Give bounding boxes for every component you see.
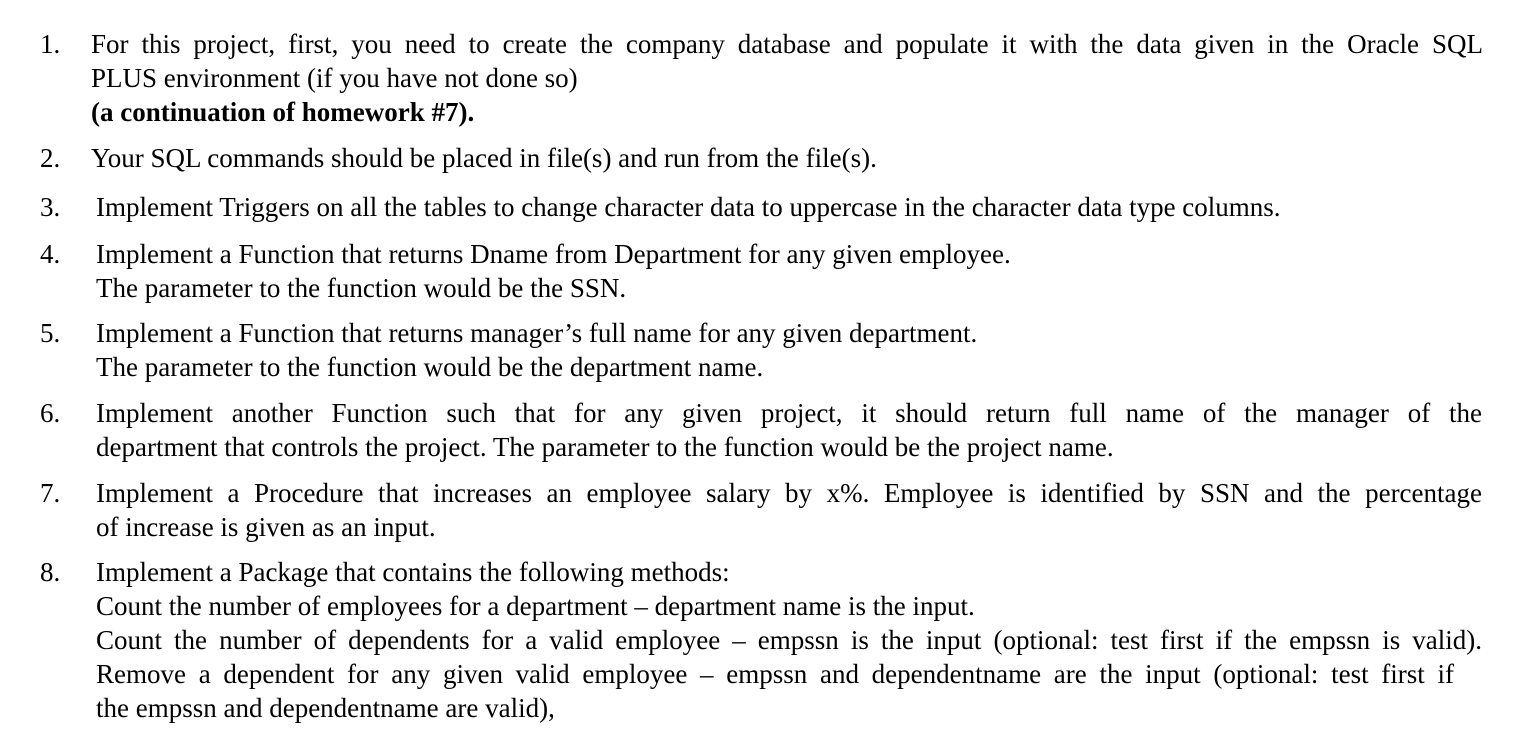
item-line: PLUS environment (if you have not done so)	[91, 63, 578, 93]
item-line: the empssn and dependentname are valid),	[96, 693, 555, 723]
item-text	[96, 555, 1482, 725]
item-text	[96, 237, 1011, 305]
item-text	[96, 190, 1281, 224]
item-line: For this project, first, you need to create the company database and populate it with the data given in the Oracle SQL	[91, 29, 1483, 59]
item-number: 1.	[40, 29, 61, 59]
item-text	[96, 396, 1482, 464]
item-line: Your SQL commands should be placed in file(s) and run from the file(s).	[91, 143, 877, 173]
item-number: 3.	[40, 192, 61, 222]
item-line: Implement Triggers on all the tables to change character data to uppercase in the character data type columns.	[96, 192, 1281, 222]
item-line: Implement a Package that contains the following methods:	[96, 557, 730, 587]
item-number: 4.	[40, 239, 61, 269]
item-line: The parameter to the function would be the department name.	[96, 352, 764, 382]
item-line: Implement a Procedure that increases an employee salary by x%. Employee is identified by SSN and the percentage	[96, 478, 1482, 508]
item-number: 8.	[40, 557, 61, 587]
item-number: 7.	[40, 478, 61, 508]
item-line: department that controls the project. The parameter to the function would be the project name.	[96, 432, 1114, 462]
item-line: The parameter to the function would be the SSN.	[96, 273, 627, 303]
item-text	[96, 476, 1482, 544]
item-line: Count the number of employees for a department – department name is the input.	[96, 591, 975, 621]
item-text	[91, 27, 1483, 129]
item-text	[96, 316, 977, 384]
item-text	[91, 141, 877, 175]
item-line: Count the number of dependents for a valid employee – empssn is the input (optional: test first if the empssn is valid).	[96, 625, 1482, 655]
item-bold-note: (a continuation of homework #7).	[91, 97, 475, 127]
item-line: Implement a Function that returns manager’s full name for any given department.	[96, 318, 978, 348]
item-line: Implement another Function such that for any given project, it should return full name of the manager of the	[96, 398, 1482, 428]
item-line: Implement a Function that returns Dname from Department for any given employee.	[96, 239, 1011, 269]
item-line: of increase is given as an input.	[96, 512, 436, 542]
item-number: 6.	[40, 398, 61, 428]
item-number: 2.	[40, 143, 61, 173]
item-line: Remove a dependent for any given valid employee – empssn and dependentname are the input (optional: test first if	[96, 659, 1454, 689]
item-number: 5.	[40, 318, 61, 348]
